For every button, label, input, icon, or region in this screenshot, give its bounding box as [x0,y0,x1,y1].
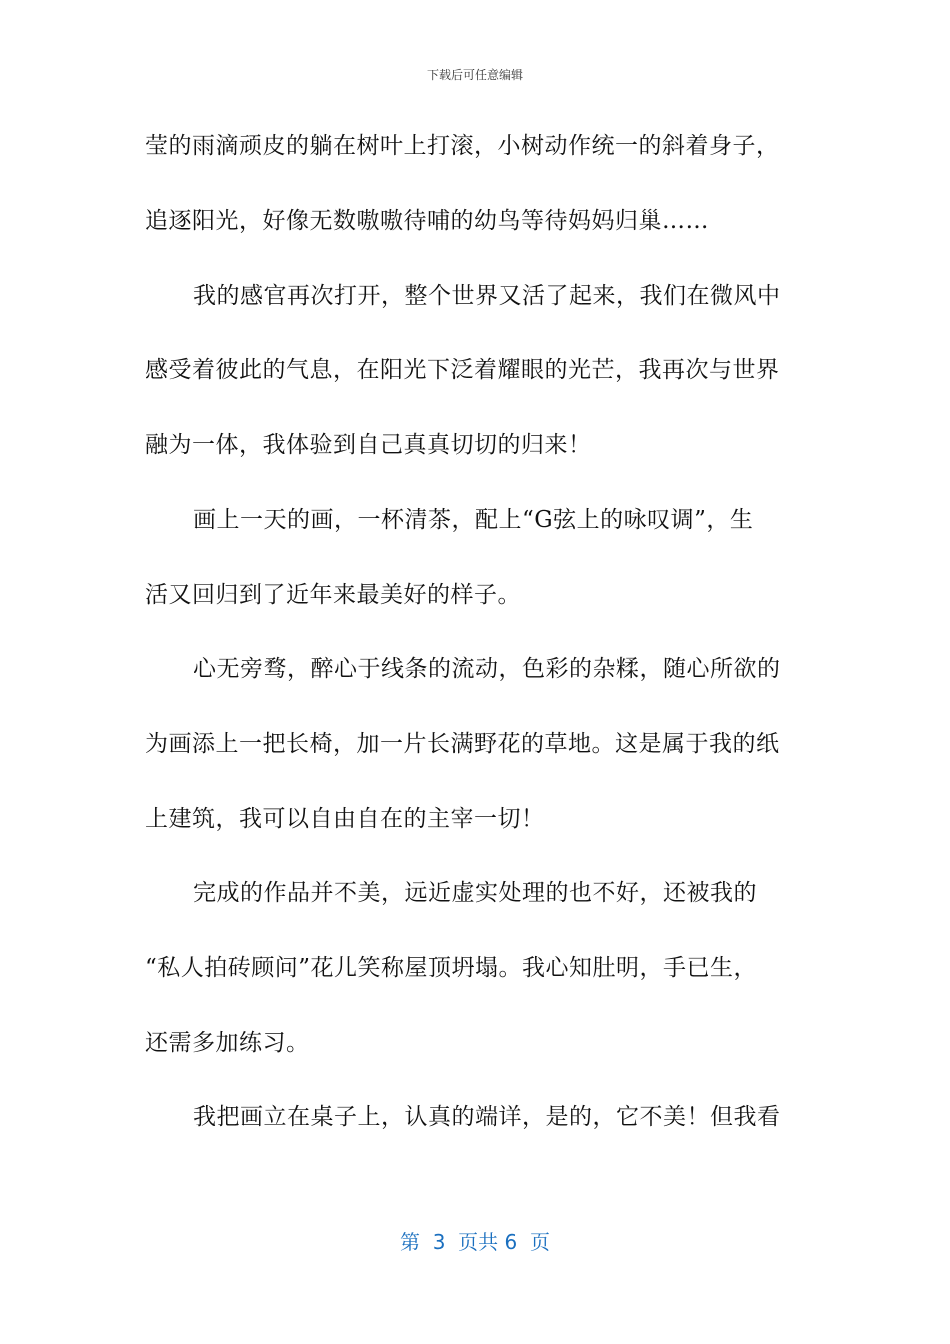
text-line-3: 我的感官再次打开，整个世界又活了起来，我们在微风中 [193,283,781,309]
page-number: 第 3 页共 6 页 [400,1230,550,1254]
text-line-1: 莹的雨滴顽皮的躺在树叶上打滚，小树动作统一的斜着身子， [145,133,780,159]
text-line-4: 感受着彼此的气息，在阳光下泛着耀眼的光芒，我再次与世界 [145,357,780,383]
text-line-11: 完成的作品并不美，远近虚实处理的也不好，还被我的 [193,880,757,906]
text-line-14: 我把画立在桌子上，认真的端详，是的，它不美！但我看 [193,1104,781,1130]
header-note: 下载后可任意编辑 [426,68,523,82]
text-line-13: 还需多加练习。 [145,1030,310,1056]
text-line-12: “私人拍砖顾问”花儿笑称屋顶坍塌。我心知肚明，手已生， [145,955,758,981]
text-line-2: 追逐阳光，好像无数嗷嗷待哺的幼鸟等待妈妈归巢…… [145,208,709,234]
text-line-10: 上建筑，我可以自由自在的主宰一切！ [145,806,545,832]
text-line-7: 活又回归到了近年来最美好的样子。 [145,582,521,608]
text-line-5: 融为一体，我体验到自己真真切切的归来！ [145,432,592,458]
text-line-9: 为画添上一把长椅，加一片长满野花的草地。这是属于我的纸 [145,731,780,757]
text-line-6: 画上一天的画，一杯清茶，配上“G弦上的咏叹调”，生 [193,507,754,533]
text-line-8: 心无旁骛，醉心于线条的流动，色彩的杂糅，随心所欲的 [193,656,781,682]
